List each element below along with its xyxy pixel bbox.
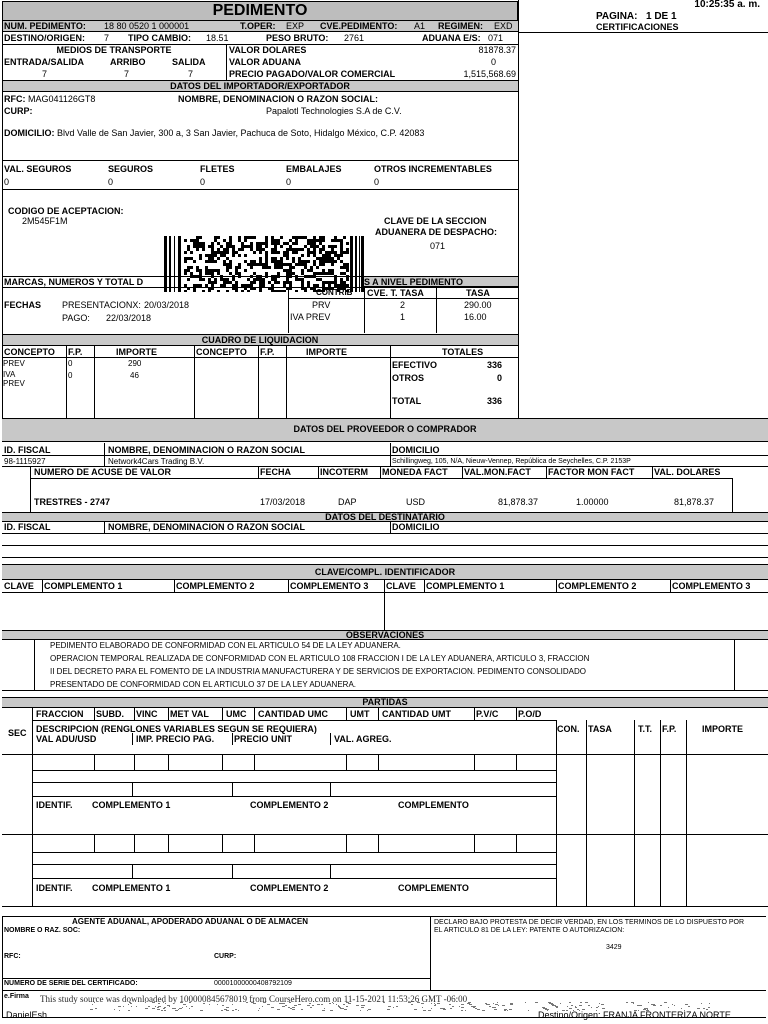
moneda: USD — [406, 497, 426, 507]
regimen: EXD — [494, 21, 513, 31]
dest-id-fiscal-label: ID. FISCAL — [4, 522, 51, 532]
tasa-label: TASA — [466, 288, 490, 298]
clave-seccion-label-2: ADUANERA DE DESPACHO: — [375, 227, 498, 237]
prov-nombre: Network4Cars Trading B.V. — [108, 457, 205, 466]
row-line — [2, 160, 518, 161]
acuse-value: TRESTRES - 2747 — [34, 497, 111, 507]
col-line — [378, 708, 379, 720]
row-line — [2, 287, 518, 288]
col-line — [378, 834, 379, 852]
row-line — [32, 782, 556, 783]
factor: 1.00000 — [576, 497, 609, 507]
cantumc-label: CANTIDAD UMC — [258, 709, 328, 719]
num-pedimento-label: NUM. PEDIMENTO: — [4, 21, 86, 31]
tasas-label: S A NIVEL PEDIMENTO — [364, 277, 464, 287]
col-line — [330, 782, 331, 796]
liq-fp-label-2: F.P. — [260, 347, 275, 357]
serie-label: NUMERO DE SERIE DEL CERTIFICADO: — [4, 980, 138, 987]
prov-domicilio-label: DOMICILIO — [392, 445, 440, 455]
descripcion-label: DESCRIPCION (RENGLONES VARIABLES SEGUN SE REQUIERA) — [36, 724, 317, 734]
salida-value: 7 — [188, 69, 194, 79]
col-line — [378, 754, 379, 770]
row-line — [2, 592, 768, 593]
efirma-label: e.Firma — [4, 993, 29, 1000]
col-line — [390, 346, 391, 418]
rfc-label: RFC: — [4, 94, 26, 104]
pod-label: P.O/D — [518, 709, 542, 719]
valor-aduana: 0 — [490, 57, 496, 67]
contrib-label: CONTRIB — [316, 288, 353, 297]
liq-fp-label-1: F.P. — [68, 347, 83, 357]
col-line — [424, 580, 425, 592]
row-line — [32, 878, 556, 879]
row-line — [2, 557, 768, 558]
barcode — [164, 236, 364, 292]
efectivo: 336 — [486, 360, 502, 370]
presentacion-date: 20/03/2018 — [144, 300, 190, 310]
col-line — [30, 466, 31, 512]
arribo-value: 7 — [124, 69, 130, 79]
row-line — [288, 298, 518, 299]
tipo-cambio-label: TIPO CAMBIO: — [128, 33, 191, 43]
row-line — [2, 357, 518, 358]
row-line — [2, 690, 768, 691]
dest-nombre-label: NOMBRE, DENOMINACION O RAZON SOCIAL — [108, 522, 305, 532]
fletes-label: FLETES — [200, 164, 235, 174]
comp2-label-1: COMPLEMENTO 2 — [176, 581, 255, 591]
pago-date: 22/03/2018 — [106, 313, 152, 323]
certificaciones-label: CERTIFICACIONES — [596, 22, 679, 32]
row-line — [32, 796, 556, 797]
col-line — [254, 708, 255, 720]
t-oper-label: T.OPER: — [240, 21, 276, 31]
otros-label: OTROS — [392, 373, 425, 383]
tasa-row-2-cve: 1 — [400, 312, 406, 322]
val-seguros-label: VAL. SEGUROS — [4, 164, 72, 174]
fp-partida-label: F.P. — [662, 724, 677, 734]
domicilio-label: DOMICILIO: — [4, 128, 55, 138]
domicilio-row — [4, 128, 424, 138]
serie-value: 00001000000408792109 — [214, 980, 292, 987]
declaro-line-2: EL ARTICULO 81 DE LA LEY: PATENTE O AUTORIZACION: — [434, 927, 625, 934]
row-line — [2, 189, 518, 190]
comp1-label-1: COMPLEMENTO 1 — [44, 581, 123, 591]
precio-pagado: 1,515,568.69 — [463, 69, 516, 79]
col-line — [380, 466, 381, 478]
liq-row-1-fp: 0 — [68, 359, 73, 368]
liq-concepto-label-1: CONCEPTO — [4, 347, 55, 357]
umc-label: UMC — [226, 709, 247, 719]
factor-label: FACTOR MON FACT — [548, 467, 635, 477]
regimen-label: REGIMEN: — [438, 21, 483, 31]
col-line — [134, 834, 135, 852]
col-line — [516, 708, 517, 720]
col-line — [66, 346, 67, 418]
t-oper: EXP — [286, 21, 305, 31]
prov-id-fiscal: 98-1115927 — [4, 457, 46, 466]
rfc-value: MAG041126GT8 — [28, 94, 96, 104]
col-line — [660, 720, 661, 906]
importe-partida-label: IMPORTE — [702, 724, 744, 734]
valor-dolares: 81878.37 — [478, 45, 516, 55]
aduana: 071 — [488, 33, 504, 43]
clave-label-1: CLAVE — [4, 581, 34, 591]
clave-label-2: CLAVE — [386, 581, 416, 591]
tipo-cambio: 18.51 — [206, 33, 229, 43]
destinatario-section: DATOS DEL DESTINATARIO — [2, 512, 768, 522]
liq-row-1-concepto: PREV — [3, 359, 25, 368]
total: 336 — [486, 396, 502, 406]
cert-line — [518, 32, 768, 33]
importador-nombre: Papalotl Technologies S.A de C.V. — [266, 106, 402, 116]
footer-destino-value: FRANJA FRONTERIZA NORTE — [603, 1010, 731, 1020]
col-line — [288, 287, 289, 333]
row-line — [32, 770, 556, 771]
col-line — [258, 346, 259, 418]
cve-pedimento: A1 — [414, 21, 426, 31]
umt-label: UMT — [350, 709, 370, 719]
valor-aduana-label: VALOR ADUANA — [229, 57, 301, 67]
con-label: CON. — [557, 724, 580, 734]
col-line — [232, 864, 233, 878]
col-line — [222, 754, 223, 770]
medios-title: MEDIOS DE TRANSPORTE — [56, 45, 172, 55]
prov-fecha: 17/03/2018 — [260, 497, 306, 507]
barcode-graphic — [164, 236, 364, 292]
identif-label-1: IDENTIF. — [36, 800, 73, 810]
clave-seccion-label-1: CLAVE DE LA SECCION — [384, 216, 487, 226]
liq-row-2-concepto: IVA PREV — [3, 370, 25, 388]
col-line — [330, 733, 331, 745]
col-line — [94, 708, 95, 720]
patente-value: 3429 — [606, 944, 622, 951]
col-line — [134, 754, 135, 770]
row-line — [30, 478, 732, 479]
col-line — [254, 754, 255, 770]
moneda-label: MONEDA FACT — [382, 467, 448, 477]
col-line — [222, 834, 223, 852]
col-line — [732, 478, 733, 512]
col-line — [546, 466, 547, 478]
col-line — [670, 580, 671, 592]
valdol: 81,878.37 — [673, 497, 714, 507]
col-line — [686, 720, 687, 906]
col-line — [346, 754, 347, 770]
footer-user: DanielEsh — [6, 1010, 48, 1020]
col-line — [518, 0, 519, 418]
embalajes: 0 — [286, 177, 292, 187]
tasa-row-1-cve: 2 — [400, 300, 406, 310]
liq-importe-label-1: IMPORTE — [116, 347, 158, 357]
row-line — [32, 720, 556, 721]
col-line — [2, 20, 3, 418]
row-line — [2, 545, 768, 546]
col-line — [734, 640, 735, 690]
prov-domicilio: Schillingweg, 105, N/A, Nieuw-Vennep, República de Seychelles, C.P. 2153P — [392, 458, 631, 465]
col-line — [168, 708, 169, 720]
row-line — [2, 906, 768, 907]
obs-line-1: PEDIMENTO ELABORADO DE CONFORMIDAD CON EL ARTICULO 54 DE LA LEY ADUANERA. — [50, 641, 401, 650]
seguros-label: SEGUROS — [108, 164, 154, 174]
otros-incrementables-label: OTROS INCREMENTABLES — [374, 164, 492, 174]
efectivo-label: EFECTIVO — [392, 360, 438, 370]
otros-incrementables: 0 — [374, 177, 380, 187]
col-line — [586, 720, 587, 906]
metval-label: MET VAL — [170, 709, 209, 719]
liquidacion-section: CUADRO DE LIQUIDACION — [2, 334, 518, 346]
importador-section: DATOS DEL IMPORTADOR/EXPORTADOR — [2, 80, 518, 92]
col-line — [42, 580, 43, 592]
incoterm: DAP — [338, 497, 357, 507]
codigo-aceptacion: 2M545F1M — [22, 216, 68, 226]
col-line — [226, 44, 227, 80]
comp1-partida-label-1: COMPLEMENTO 1 — [92, 800, 171, 810]
liq-concepto-label-2: CONCEPTO — [196, 347, 247, 357]
study-source-line: This study source was downloaded by 100000845678019 from CourseHero.com on 11-15-2021 11:53:26 GMT -06:00 — [40, 994, 468, 1004]
col-line — [364, 287, 365, 333]
destino-label: DESTINO/ORIGEN: — [4, 33, 86, 43]
entrada-value: 7 — [42, 69, 48, 79]
col-line — [34, 640, 35, 690]
seguros: 0 — [108, 177, 114, 187]
col-line — [390, 521, 391, 533]
col-line — [232, 782, 233, 796]
col-line — [430, 916, 431, 990]
val-agreg-label: VAL. AGREG. — [334, 734, 392, 744]
sec-label: SEC — [8, 728, 27, 738]
col-line — [436, 287, 437, 333]
obs-line-4: PRESENTADO DE CONFORMIDAD CON EL ARTICULO 37 DE LA LEY ADUANERA. — [50, 680, 357, 689]
partidas-section: PARTIDAS — [2, 697, 768, 708]
comp2-partida-label-1: COMPLEMENTO 2 — [250, 800, 329, 810]
liq-row-1-importe: 290 — [128, 359, 142, 368]
liq-totales-label: TOTALES — [442, 347, 484, 357]
valmon-label: VAL.MON.FACT — [464, 467, 531, 477]
obs-line-3: II DEL DECRETO PARA EL FOMENTO DE LA INDUSTRIA MANUFACTURERA Y DE SERVICIOS DE EXPORTACION. PEDIMENTO CONSOLIDADO — [50, 667, 586, 676]
precio-pagado-label: PRECIO PAGADO/VALOR COMERCIAL — [229, 69, 396, 79]
row-line — [32, 864, 556, 865]
pvc-label: P.V/C — [476, 709, 499, 719]
comp3-label-2: COMPLEMENTO 3 — [672, 581, 751, 591]
comp3-label-1: COMPLEMENTO 3 — [290, 581, 369, 591]
agente-rfc-label: RFC: — [4, 953, 21, 960]
col-line — [134, 708, 135, 720]
row-line — [32, 852, 556, 853]
embalajes-label: EMBALAJES — [286, 164, 342, 174]
col-line — [634, 720, 635, 906]
arribo-label: ARRIBO — [110, 57, 146, 67]
col-line — [384, 580, 385, 630]
peso-bruto: 2761 — [344, 33, 365, 43]
incoterm-label: INCOTERM — [320, 467, 368, 477]
entrada-label: ENTRADA/SALIDA — [4, 57, 84, 67]
col-line — [474, 754, 475, 770]
observaciones-section: OBSERVACIONES — [2, 630, 768, 640]
row-line — [2, 533, 768, 534]
col-line — [346, 834, 347, 852]
col-line — [94, 754, 95, 770]
col-line — [168, 834, 169, 852]
cve-t-tasa-label: CVE. T. TASA — [367, 288, 424, 298]
page-title: PEDIMENTO — [212, 2, 308, 19]
col-line — [462, 466, 463, 478]
comp2-label-2: COMPLEMENTO 2 — [558, 581, 637, 591]
col-line — [132, 782, 133, 796]
identif-label-2: IDENTIF. — [36, 883, 73, 893]
row-line — [2, 754, 768, 755]
col-line — [318, 466, 319, 478]
domicilio-value: Blvd Valle de San Javier, 300 a, 3 San Javier, Pachuca de Soto, Hidalgo México, C.P. 42083 — [57, 128, 425, 138]
col-line — [94, 346, 95, 418]
agente-nombre-label: NOMBRE O RAZ. SOC: — [4, 927, 81, 934]
row-line — [2, 990, 766, 991]
col-line — [254, 834, 255, 852]
valadu-label: VAL ADU/USD — [36, 734, 97, 744]
valor-dolares-label: VALOR DOLARES — [229, 45, 307, 55]
row-line — [2, 978, 430, 979]
tasa-partida-label: TASA — [588, 724, 612, 734]
obs-line-2: OPERACION TEMPORAL REALIZADA DE CONFORMIDAD CON EL ARTICULO 108 FRACCION I DE LA LEY ADUANERA, ARTICULO 3, FRACCION — [50, 654, 590, 663]
clave-compl-section: CLAVE/COMPL. IDENTIFICADOR — [2, 564, 768, 580]
col-line — [286, 346, 287, 418]
col-line — [330, 864, 331, 878]
comp-partida-label-1: COMPLEMENTO — [398, 800, 469, 810]
destino: 7 — [104, 33, 110, 43]
col-line — [222, 708, 223, 720]
pagina-value: 1 DE 1 — [646, 11, 677, 22]
presentacion-label: PRESENTACIONX: — [62, 300, 141, 310]
acuse-label: NUMERO DE ACUSE DE VALOR — [34, 467, 172, 477]
prov-nombre-label: NOMBRE, DENOMINACION O RAZON SOCIAL — [108, 445, 305, 455]
col-line — [94, 834, 95, 852]
col-line — [288, 580, 289, 592]
curp-label: CURP: — [4, 106, 33, 116]
comp2-partida-label-2: COMPLEMENTO 2 — [250, 883, 329, 893]
col-line — [346, 708, 347, 720]
col-line — [652, 466, 653, 478]
fechas-label: FECHAS — [4, 300, 42, 310]
row-line — [2, 834, 768, 835]
cantumt-label: CANTIDAD UMT — [382, 709, 451, 719]
tasa-row-1-tasa: 290.00 — [464, 300, 492, 310]
importador-nombre-label: NOMBRE, DENOMINACION O RAZON SOCIAL: — [178, 94, 378, 104]
comp-partida-label-2: COMPLEMENTO — [398, 883, 469, 893]
liq-importe-label-2: IMPORTE — [306, 347, 348, 357]
row-line — [2, 455, 768, 456]
col-line — [32, 708, 33, 906]
valdol-label: VAL. DOLARES — [654, 467, 721, 477]
num-pedimento: 18 80 0520 1 000001 — [104, 21, 190, 31]
print-time: 10:25:35 a. m. — [694, 0, 760, 10]
val-seguros: 0 — [4, 177, 10, 187]
col-line — [556, 580, 557, 592]
col-line — [132, 864, 133, 878]
agente-title: AGENTE ADUANAL, APODERADO ADUANAL O DE ALMACEN — [72, 917, 308, 926]
clave-seccion: 071 — [430, 241, 446, 251]
col-line — [194, 346, 195, 418]
col-line — [516, 834, 517, 852]
codigo-aceptacion-label: CODIGO DE ACEPTACION: — [8, 206, 124, 216]
subd-label: SUBD. — [96, 709, 125, 719]
vinc-label: VINC — [136, 709, 158, 719]
footer-destino — [538, 1010, 731, 1020]
liq-row-2-fp: 0 — [68, 371, 73, 380]
col-line — [132, 733, 133, 745]
col-line — [232, 733, 233, 745]
col-line — [556, 720, 557, 906]
col-line — [104, 521, 105, 533]
rfc-row — [4, 94, 95, 104]
footer-destino-label: Destino/Origen: — [538, 1010, 601, 1020]
prov-id-fiscal-label: ID. FISCAL — [4, 445, 51, 455]
tt-label: T.T. — [638, 724, 653, 734]
comp1-label-2: COMPLEMENTO 1 — [426, 581, 505, 591]
cve-pedimento-label: CVE.PEDIMENTO: — [320, 21, 398, 31]
peso-bruto-label: PESO BRUTO: — [266, 33, 329, 43]
col-line — [258, 466, 259, 478]
agente-curp-label: CURP: — [214, 953, 237, 960]
tasa-row-1-contrib: PRV — [312, 300, 331, 310]
salida-label: SALIDA — [172, 57, 206, 67]
comp1-partida-label-2: COMPLEMENTO 1 — [92, 883, 171, 893]
col-line — [474, 708, 475, 720]
aduana-label: ADUANA E/S: — [422, 33, 481, 43]
liq-row-2-importe: 46 — [130, 371, 139, 380]
col-line — [474, 834, 475, 852]
fraccion-label: FRACCION — [36, 709, 84, 719]
dest-domicilio-label: DOMICILIO — [392, 522, 440, 532]
otros: 0 — [496, 373, 502, 383]
marcas-label: MARCAS, NUMEROS Y TOTAL D — [4, 277, 144, 287]
proveedor-section: DATOS DEL PROVEEDOR O COMPRADOR — [2, 418, 768, 442]
imp-precio-label: IMP. PRECIO PAG. — [136, 734, 215, 744]
pagina-label: PAGINA: — [596, 11, 638, 22]
prov-fecha-label: FECHA — [260, 467, 291, 477]
precio-unit-label: PRECIO UNIT — [234, 734, 293, 744]
declaro-line-1: DECLARO BAJO PROTESTA DE DECIR VERDAD, EN LOS TERMINOS DE LO DISPUESTO POR — [434, 919, 745, 926]
total-label: TOTAL — [392, 396, 422, 406]
col-line — [174, 580, 175, 592]
col-line — [516, 754, 517, 770]
valmon: 81,878.37 — [497, 497, 538, 507]
tasa-row-2-contrib: IVA PREV — [290, 312, 331, 322]
pago-label: PAGO: — [62, 313, 90, 323]
fletes: 0 — [200, 177, 206, 187]
col-line — [168, 754, 169, 770]
tasa-row-2-tasa: 16.00 — [464, 312, 487, 322]
